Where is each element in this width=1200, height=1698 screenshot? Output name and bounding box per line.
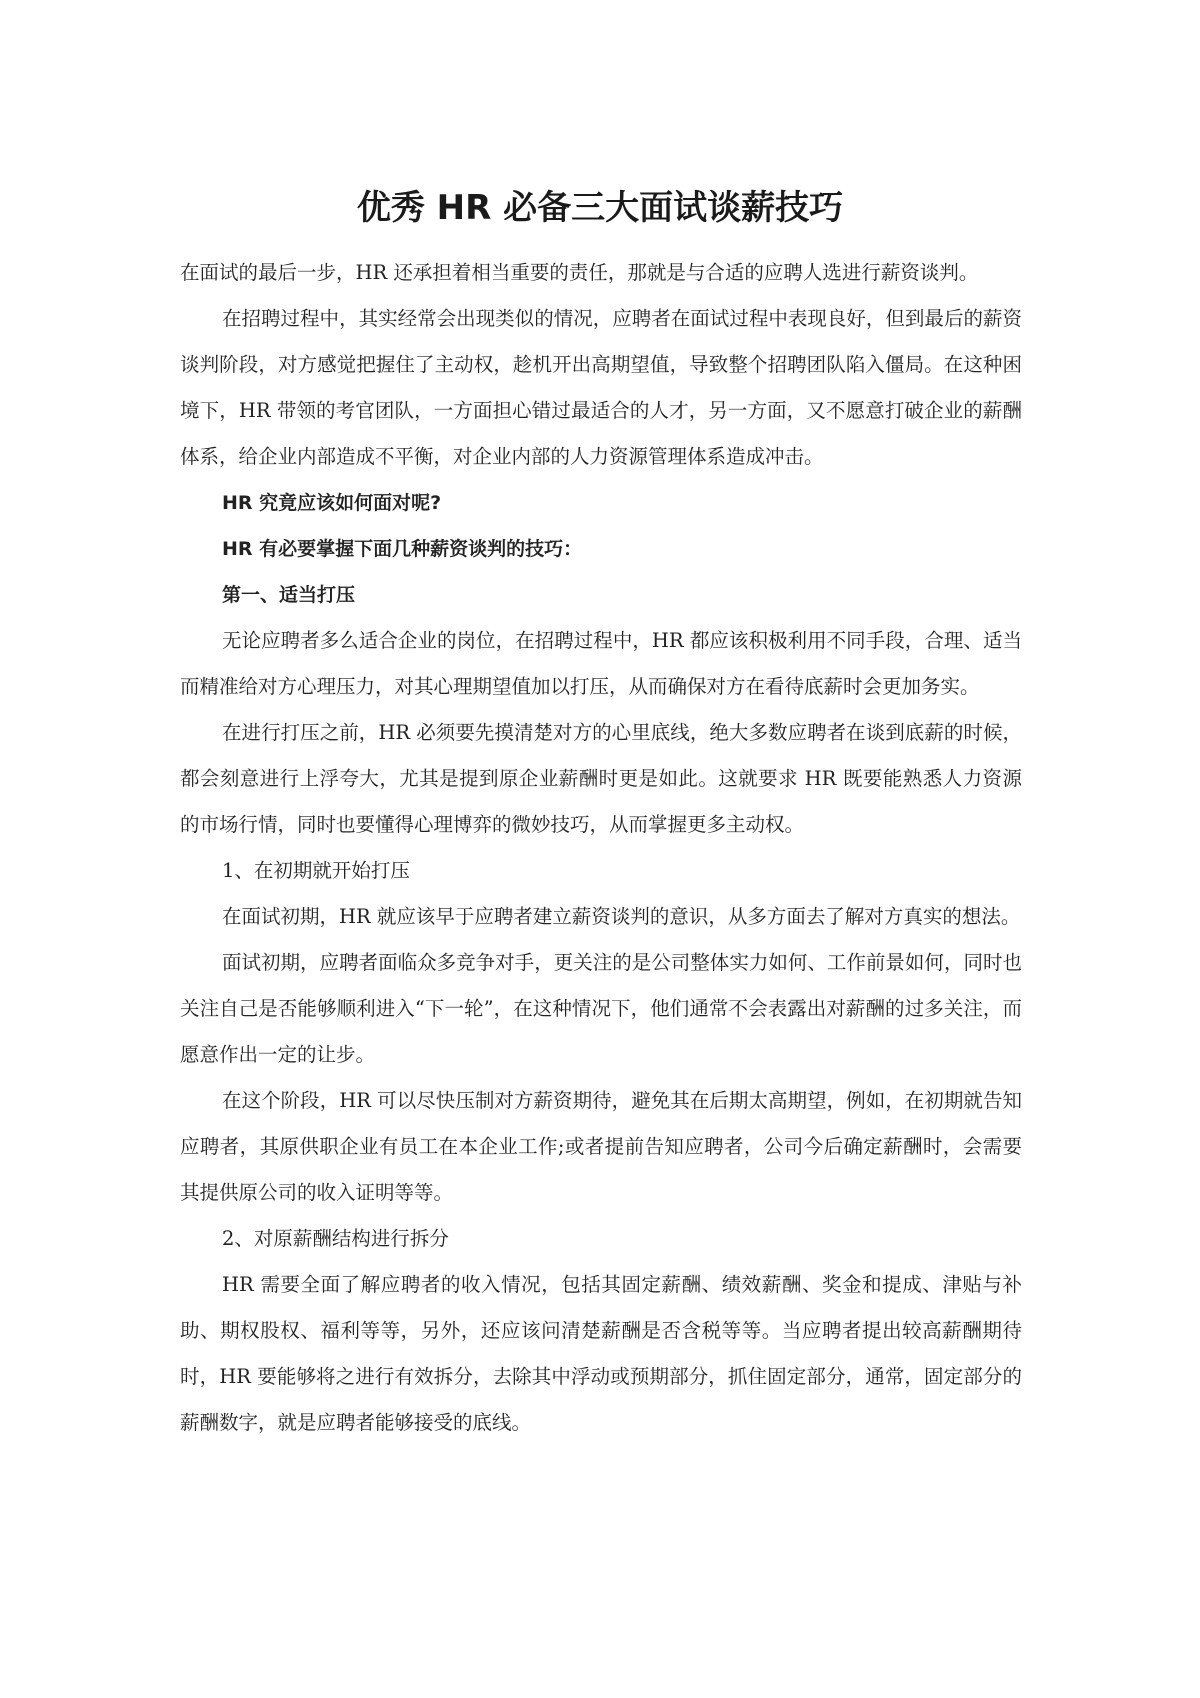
body-paragraph: 在进行打压之前，HR 必须要先摸清楚对方的心里底线，绝大多数应聘者在谈到底薪的时候，都会刻意进行上浮夸大，尤其是提到原企业薪酬时更是如此。这就要求 HR 既要能熟悉人力资源的市场行情，同时也要懂得心理博弈的微妙技巧，从而掌握更多主动权。 [180,721,1022,836]
body-paragraph: 无论应聘者多么适合企业的岗位，在招聘过程中，HR 都应该积极利用不同手段，合理、适当而精准给对方心理压力，对其心理期望值加以打压，从而确保对方在看待底薪时会更加务实。 [180,629,1022,698]
subsection-heading: 1、在初期就开始打压 [222,859,410,882]
intro-paragraph: 在面试的最后一步，HR 还承担着相当重要的责任，那就是与合适的应聘人选进行薪资谈判。 [180,261,979,284]
document-body [180,250,1022,1446]
body-paragraph: HR 需要全面了解应聘者的收入情况，包括其固定薪酬、绩效薪酬、奖金和提成、津贴与补助、期权股权、福利等等，另外，还应该问清楚薪酬是否含税等等。当应聘者提出较高薪酬期待时，HR 要能够将之进行有效拆分，去除其中浮动或预期部分，抓住固定部分，通常，固定部分的薪酬数字，就是应聘者能够接受的底线。 [180,1273,1022,1434]
document-title: 优秀 HR 必备三大面试谈薪技巧 [356,188,844,228]
body-paragraph: 在招聘过程中，其实经常会出现类似的情况，应聘者在面试过程中表现良好，但到最后的薪资谈判阶段，对方感觉把握住了主动权，趁机开出高期望值，导致整个招聘团队陷入僵局。在这种困境下，HR 带领的考官团队，一方面担心错过最适合的人才，另一方面，又不愿意打破企业的薪酬体系，给企业内部造成不平衡，对企业内部的人力资源管理体系造成冲击。 [180,307,1022,468]
body-paragraph: 在面试初期，HR 就应该早于应聘者建立薪资谈判的意识，从多方面去了解对方真实的想法。 [222,905,1021,928]
question-heading: HR 究竟应该如何面对呢? [222,492,442,514]
section-heading: 第一、适当打压 [222,584,356,606]
tips-heading: HR 有必要掌握下面几种薪资谈判的技巧： [222,538,583,560]
subsection-heading: 2、对原薪酬结构进行拆分 [222,1227,449,1250]
body-paragraph: 面试初期，应聘者面临众多竞争对手，更关注的是公司整体实力如何、工作前景如何，同时也关注自己是否能够顺利进入“下一轮”，在这种情况下，他们通常不会表露出对薪酬的过多关注，而愿意作出一定的让步。 [180,951,1022,1066]
body-paragraph: 在这个阶段，HR 可以尽快压制对方薪资期待，避免其在后期太高期望，例如，在初期就告知应聘者，其原供职企业有员工在本企业工作;或者提前告知应聘者，公司今后确定薪酬时，会需要其提供原公司的收入证明等等。 [180,1089,1022,1204]
